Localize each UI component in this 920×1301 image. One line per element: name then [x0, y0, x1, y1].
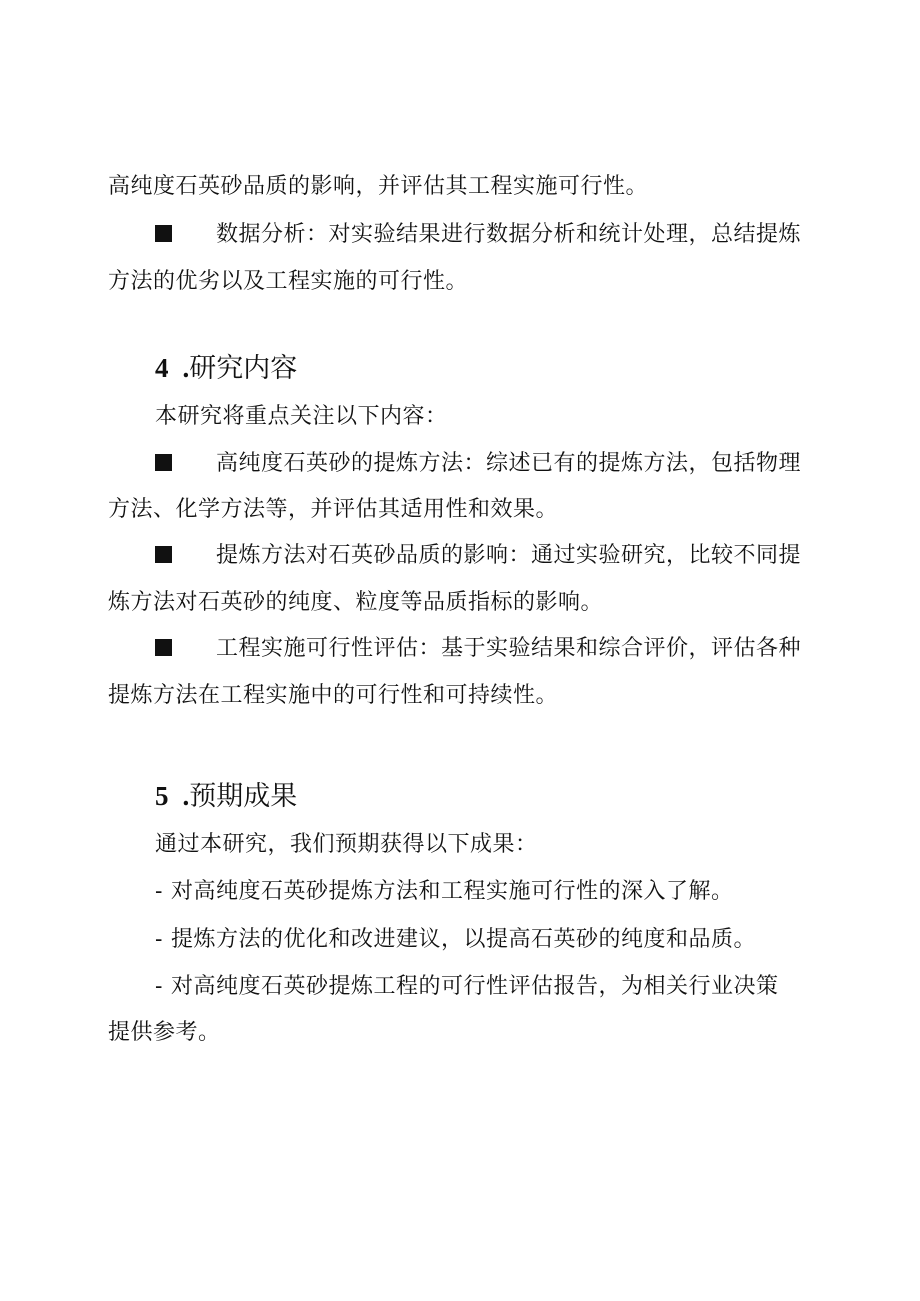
dash-list-item — [155, 925, 756, 955]
square-bullet-icon — [155, 639, 172, 656]
dash-list-item — [155, 877, 733, 907]
list-item-text: 对高纯度石英砂提炼工程的可行性评估报告，为相关行业决策 — [170, 974, 779, 999]
square-bullet-icon — [155, 225, 172, 242]
bullet-text: 高纯度石英砂的提炼方法：综述已有的提炼方法，包括物理 — [216, 451, 802, 476]
list-item-text: 提供参考。 — [108, 1020, 221, 1045]
paragraph-text: 高纯度石英砂品质的影响，并评估其工程实施可行性。 — [108, 174, 649, 199]
bullet-item — [155, 634, 801, 664]
section-dot: . — [182, 781, 190, 811]
dash-marker: - — [155, 974, 163, 999]
dash-marker: - — [155, 879, 163, 904]
bullet-item — [155, 449, 801, 479]
bullet-text: 方法、化学方法等，并评估其适用性和效果。 — [108, 497, 559, 522]
bullet-text: 提炼方法在工程实施中的可行性和可持续性。 — [108, 683, 559, 708]
section-number: 5 — [155, 781, 169, 811]
bullet-continuation — [108, 681, 558, 711]
paragraph-continuation — [108, 172, 648, 202]
section-intro — [155, 402, 448, 432]
list-item-text: 对高纯度石英砂提炼方法和工程实施可行性的深入了解。 — [170, 879, 734, 904]
section-intro — [155, 830, 538, 860]
bullet-item-data-analysis — [155, 220, 801, 250]
intro-text: 通过本研究，我们预期获得以下成果： — [155, 832, 538, 857]
section-title: 预期成果 — [189, 781, 298, 812]
section-heading-5 — [155, 778, 297, 815]
bullet-text: 工程实施可行性评估：基于实验结果和综合评价，评估各种 — [216, 636, 802, 661]
bullet-continuation — [108, 588, 603, 618]
list-item-text: 提炼方法的优化和改进建议，以提高石英砂的纯度和品质。 — [170, 927, 756, 952]
bullet-continuation — [108, 267, 468, 297]
bullet-text: 方法的优劣以及工程实施的可行性。 — [108, 269, 469, 294]
list-item-continuation — [108, 1018, 221, 1048]
bullet-item — [155, 541, 801, 571]
bullet-text: 炼方法对石英砂的纯度、粒度等品质指标的影响。 — [108, 590, 604, 615]
dash-list-item — [155, 972, 778, 1002]
section-title: 研究内容 — [189, 353, 298, 384]
bullet-text: 提炼方法对石英砂品质的影响：通过实验研究，比较不同提 — [216, 543, 802, 568]
intro-text: 本研究将重点关注以下内容： — [155, 404, 448, 429]
section-heading-4 — [155, 350, 297, 387]
bullet-continuation — [108, 495, 558, 525]
section-number: 4 — [155, 353, 169, 383]
square-bullet-icon — [155, 454, 172, 471]
bullet-text: 数据分析：对实验结果进行数据分析和统计处理，总结提炼 — [216, 222, 802, 247]
section-dot: . — [182, 353, 190, 383]
dash-marker: - — [155, 927, 163, 952]
square-bullet-icon — [155, 546, 172, 563]
